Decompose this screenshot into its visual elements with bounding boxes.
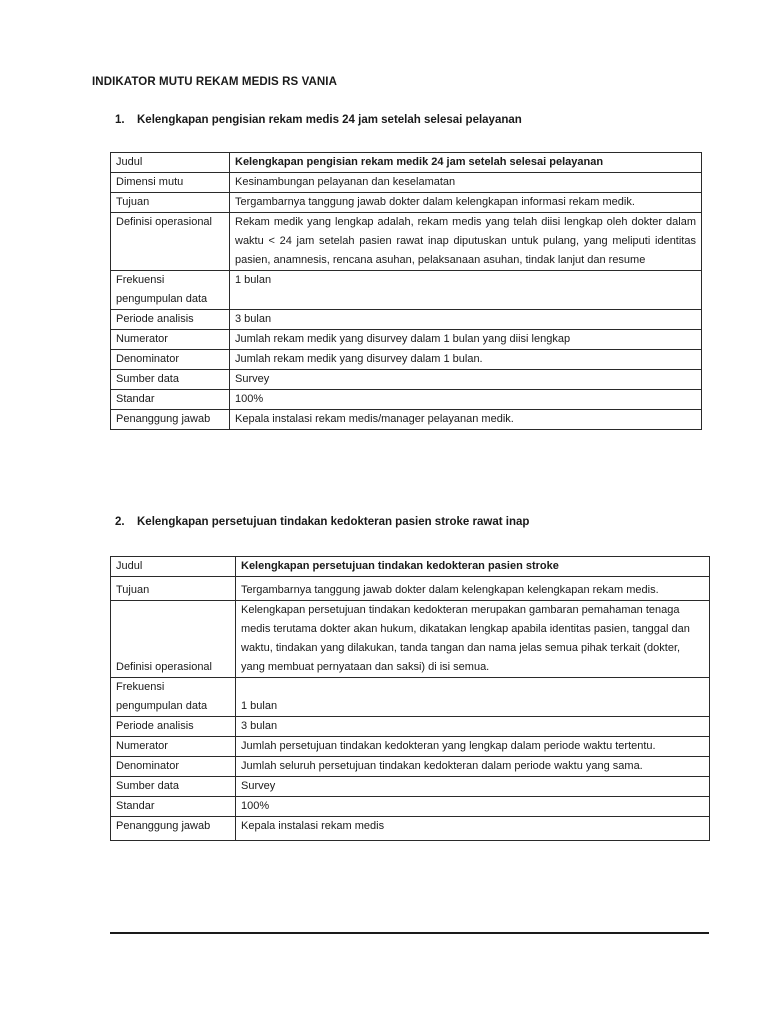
row-value: Kesinambungan pelayanan dan keselamatan	[230, 173, 702, 193]
table-row	[111, 557, 710, 577]
row-label: Tujuan	[111, 577, 236, 601]
row-label: Penanggung jawab	[111, 817, 236, 841]
table-row	[111, 370, 702, 390]
table-row	[111, 577, 710, 601]
row-label: Periode analisis	[111, 717, 236, 737]
row-value: Kelengkapan pengisian rekam medik 24 jam setelah selesai pelayanan	[230, 153, 702, 173]
section-heading-2	[115, 516, 529, 528]
table-row	[111, 678, 710, 717]
row-value: 3 bulan	[230, 310, 702, 330]
table-row	[111, 737, 710, 757]
row-value: 3 bulan	[236, 717, 710, 737]
table-row	[111, 330, 702, 350]
table-row	[111, 310, 702, 330]
row-label: Dimensi mutu	[111, 173, 230, 193]
table-row	[111, 193, 702, 213]
table-row	[111, 817, 710, 841]
row-label: Definisi operasional	[111, 601, 236, 678]
row-value: Jumlah persetujuan tindakan kedokteran yang lengkap dalam periode waktu tertentu.	[236, 737, 710, 757]
row-label: Definisi operasional	[111, 213, 230, 271]
row-label: Standar	[111, 797, 236, 817]
row-label: Denominator	[111, 757, 236, 777]
row-value: Survey	[236, 777, 710, 797]
row-value: Rekam medik yang lengkap adalah, rekam medis yang telah diisi lengkap oleh dokter dalam waktu < 24 jam setelah pasien rawat inap diputuskan untuk pulang, yang meliputi identitas pasien, anamnesis, rencana asuhan, pelaksanaan asuhan, tindak lanjut dan resume	[230, 213, 702, 271]
row-label: Sumber data	[111, 370, 230, 390]
row-label: Sumber data	[111, 777, 236, 797]
row-label: Frekuensi pengumpulan data	[111, 271, 230, 310]
row-value: Jumlah rekam medik yang disurvey dalam 1 bulan yang diisi lengkap	[230, 330, 702, 350]
section-heading-text: Kelengkapan pengisian rekam medis 24 jam setelah selesai pelayanan	[137, 114, 522, 126]
row-value: Tergambarnya tanggung jawab dokter dalam kelengkapan informasi rekam medik.	[230, 193, 702, 213]
table-row	[111, 390, 702, 410]
row-value: Survey	[230, 370, 702, 390]
row-label: Standar	[111, 390, 230, 410]
row-label: Frekuensi pengumpulan data	[111, 678, 236, 717]
table-row	[111, 410, 702, 430]
document-title: INDIKATOR MUTU REKAM MEDIS RS VANIA	[92, 76, 337, 88]
table-row	[111, 350, 702, 370]
row-value: Kelengkapan persetujuan tindakan kedokteran pasien stroke	[236, 557, 710, 577]
row-value: Kepala instalasi rekam medis	[236, 817, 710, 841]
row-label: Periode analisis	[111, 310, 230, 330]
row-value: Jumlah seluruh persetujuan tindakan kedokteran dalam periode waktu yang sama.	[236, 757, 710, 777]
table-row	[111, 213, 702, 271]
section-number: 1.	[115, 114, 125, 126]
row-value: Kelengkapan persetujuan tindakan kedokteran merupakan gambaran pemahaman tenaga medis terutama dokter akan hukum, dikatakan lengkap apabila identitas pasien, tanggal dan waktu, tindakan yang dilakukan, tanda tangan dan nama jelas semua pihak terkait (dokter, yang membuat pernyataan dan saksi) di isi semua.	[236, 601, 710, 678]
row-value: Tergambarnya tanggung jawab dokter dalam kelengkapan kelengkapan rekam medis.	[236, 577, 710, 601]
row-label: Judul	[111, 153, 230, 173]
table-row	[111, 153, 702, 173]
table-row	[111, 777, 710, 797]
section-number: 2.	[115, 516, 125, 528]
section-heading-text: Kelengkapan persetujuan tindakan kedokteran pasien stroke rawat inap	[137, 516, 530, 528]
row-label: Judul	[111, 557, 236, 577]
row-label: Tujuan	[111, 193, 230, 213]
indicator-table-2	[110, 556, 710, 841]
row-label: Denominator	[111, 350, 230, 370]
row-value: Jumlah rekam medik yang disurvey dalam 1 bulan.	[230, 350, 702, 370]
table-row	[111, 797, 710, 817]
row-value: 100%	[230, 390, 702, 410]
section-heading-1	[115, 114, 522, 126]
row-label: Penanggung jawab	[111, 410, 230, 430]
row-label: Numerator	[111, 330, 230, 350]
table-row	[111, 271, 702, 310]
indicator-table-1	[110, 152, 702, 430]
footer-rule	[110, 932, 709, 934]
row-value: Kepala instalasi rekam medis/manager pelayanan medik.	[230, 410, 702, 430]
table-row	[111, 173, 702, 193]
row-value: 1 bulan	[236, 678, 710, 717]
table-row	[111, 717, 710, 737]
row-value: 1 bulan	[230, 271, 702, 310]
table-row	[111, 757, 710, 777]
table-row	[111, 601, 710, 678]
row-label: Numerator	[111, 737, 236, 757]
row-value: 100%	[236, 797, 710, 817]
